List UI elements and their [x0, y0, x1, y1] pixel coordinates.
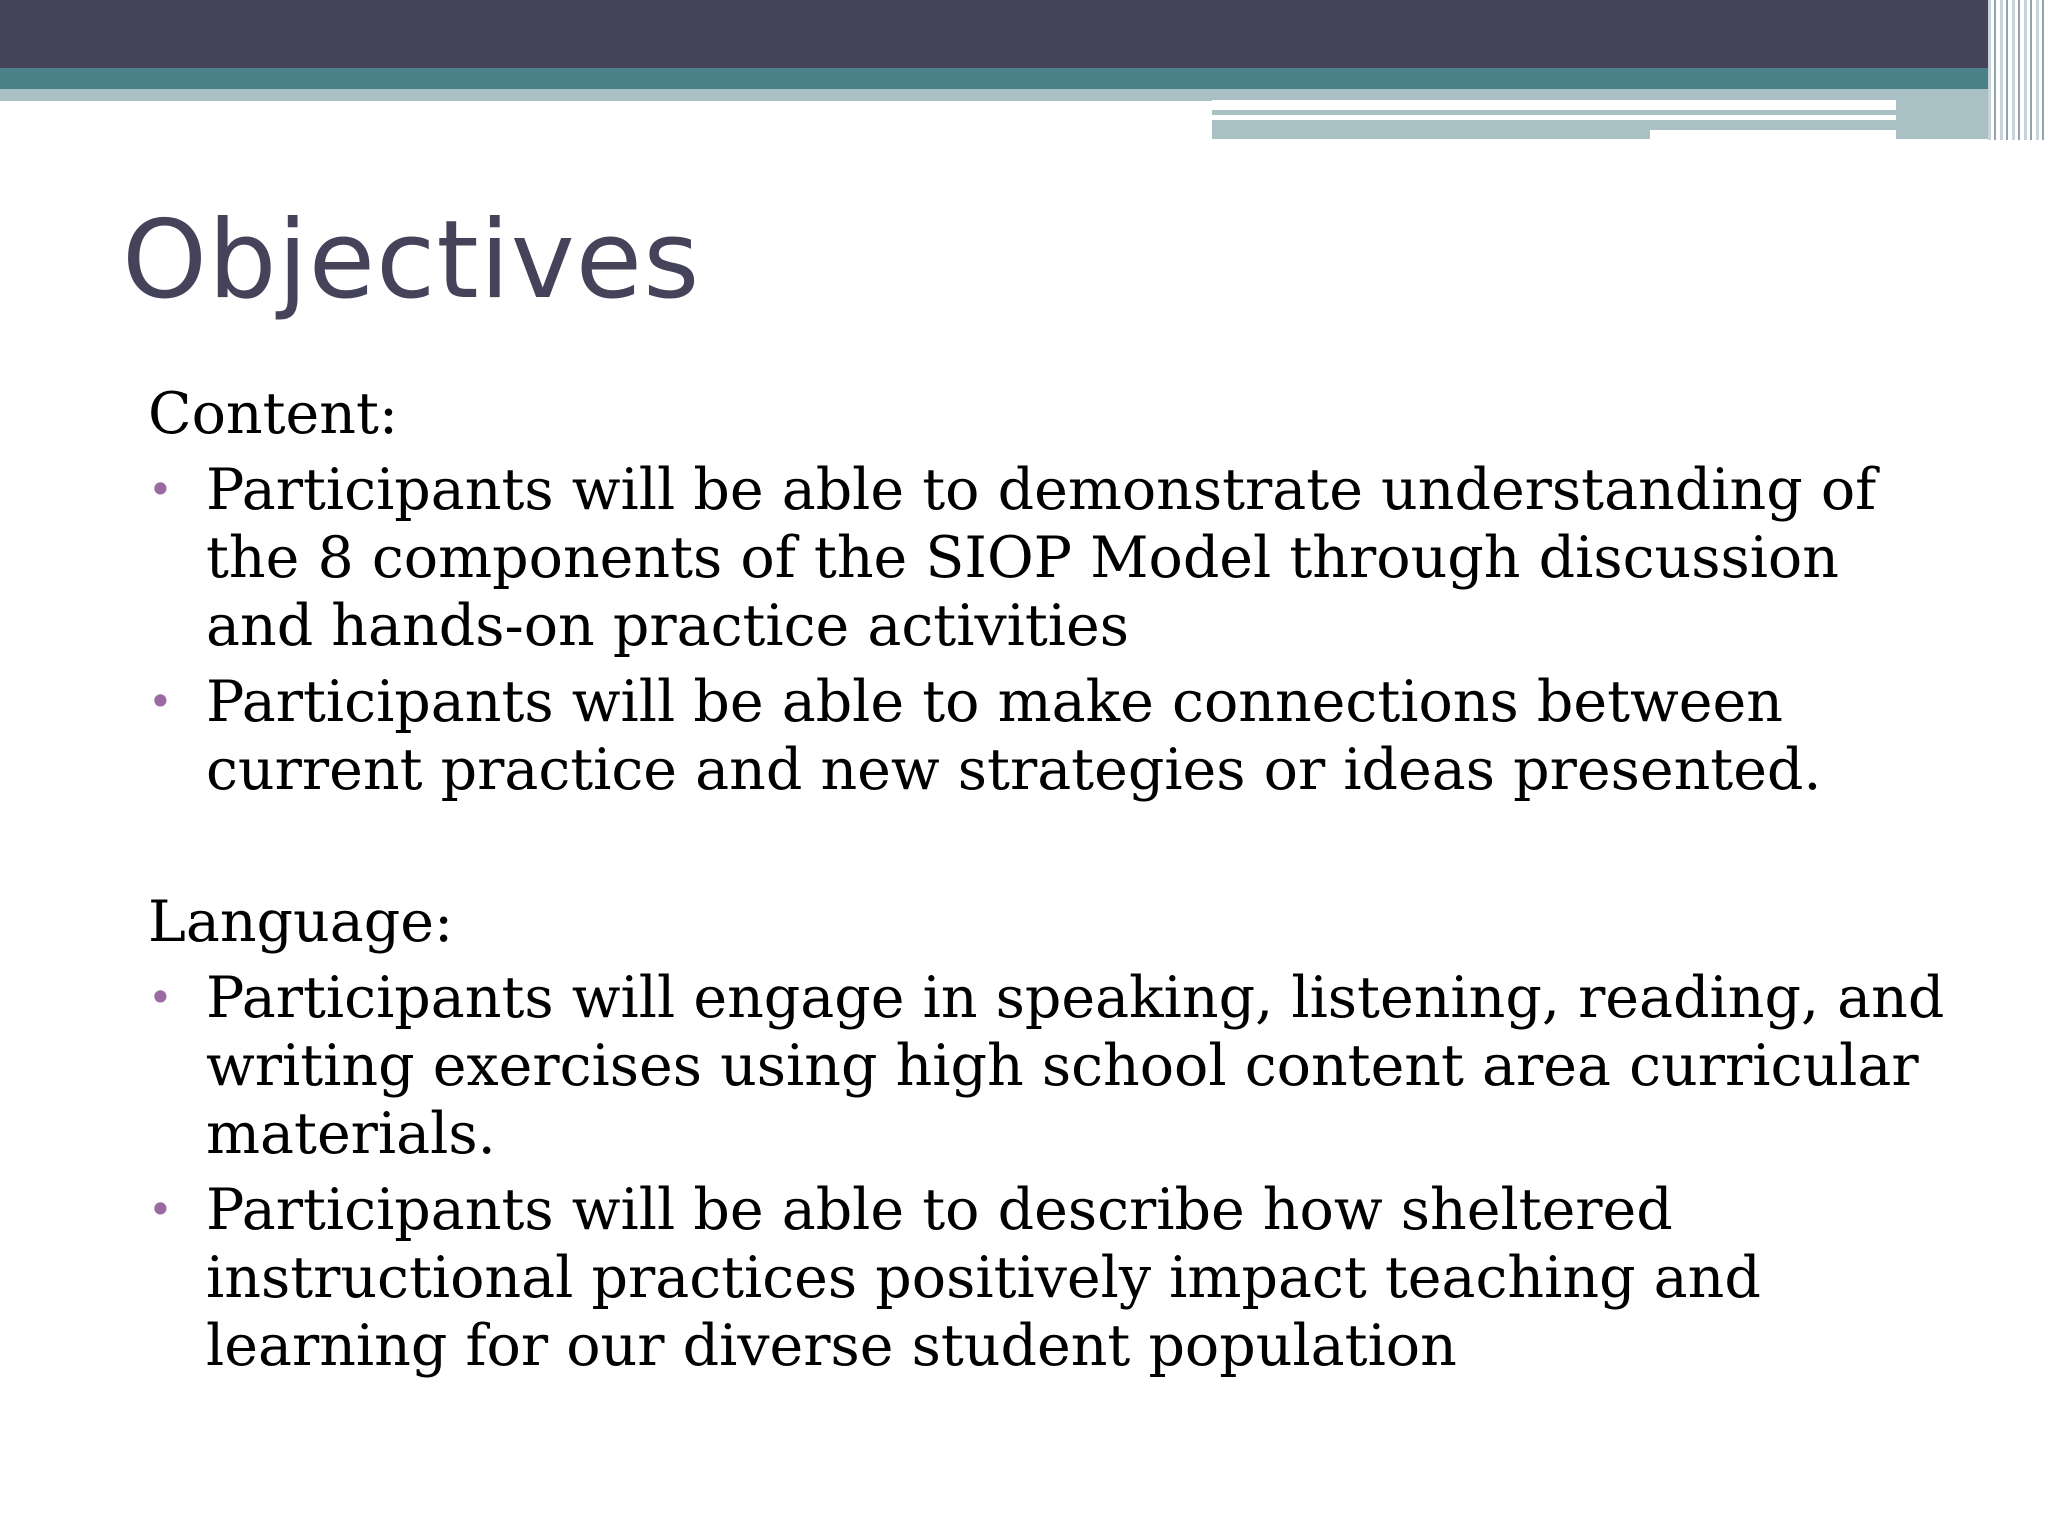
header-rule-3 [1650, 130, 1896, 139]
bullet-text: Participants will be able to demonstrate understanding of the 8 components of the SIOP Model through discussion and hands-on practice activities [206, 457, 1877, 659]
bullet-icon: • [148, 973, 173, 1022]
list-item [148, 964, 1948, 1168]
header-bar-teal [0, 68, 2048, 89]
bullet-icon: • [148, 1185, 173, 1234]
header-stripes [1988, 0, 2048, 140]
header-bar-light [0, 89, 1212, 101]
content-section [148, 380, 1948, 804]
header-bar-right-block [1212, 89, 2048, 139]
language-bullet-list [148, 964, 1948, 1380]
content-bullet-list [148, 456, 1948, 804]
list-item [148, 1176, 1948, 1380]
header-bar-dark [0, 0, 2048, 68]
header-rule-2 [1212, 115, 1896, 120]
language-section [148, 888, 1948, 1380]
bullet-icon: • [148, 465, 173, 514]
section-spacer [148, 812, 1948, 888]
list-item [148, 456, 1948, 660]
bullet-text: Participants will be able to make connections between current practice and new strategies or ideas presented. [206, 669, 1822, 803]
bullet-text: Participants will be able to describe how sheltered instructional practices positively impact teaching and learning for our diverse student population [206, 1177, 1761, 1379]
bullet-icon: • [148, 677, 173, 726]
slide-body [148, 380, 1948, 1388]
list-item [148, 668, 1948, 804]
section-heading-language: Language: [148, 889, 454, 955]
header-rule-1 [1212, 100, 1896, 110]
section-heading-content: Content: [148, 381, 399, 447]
slide-title: Objectives [122, 198, 701, 323]
bullet-text: Participants will engage in speaking, listening, reading, and writing exercises using high school content area curricular materials. [206, 965, 1945, 1167]
